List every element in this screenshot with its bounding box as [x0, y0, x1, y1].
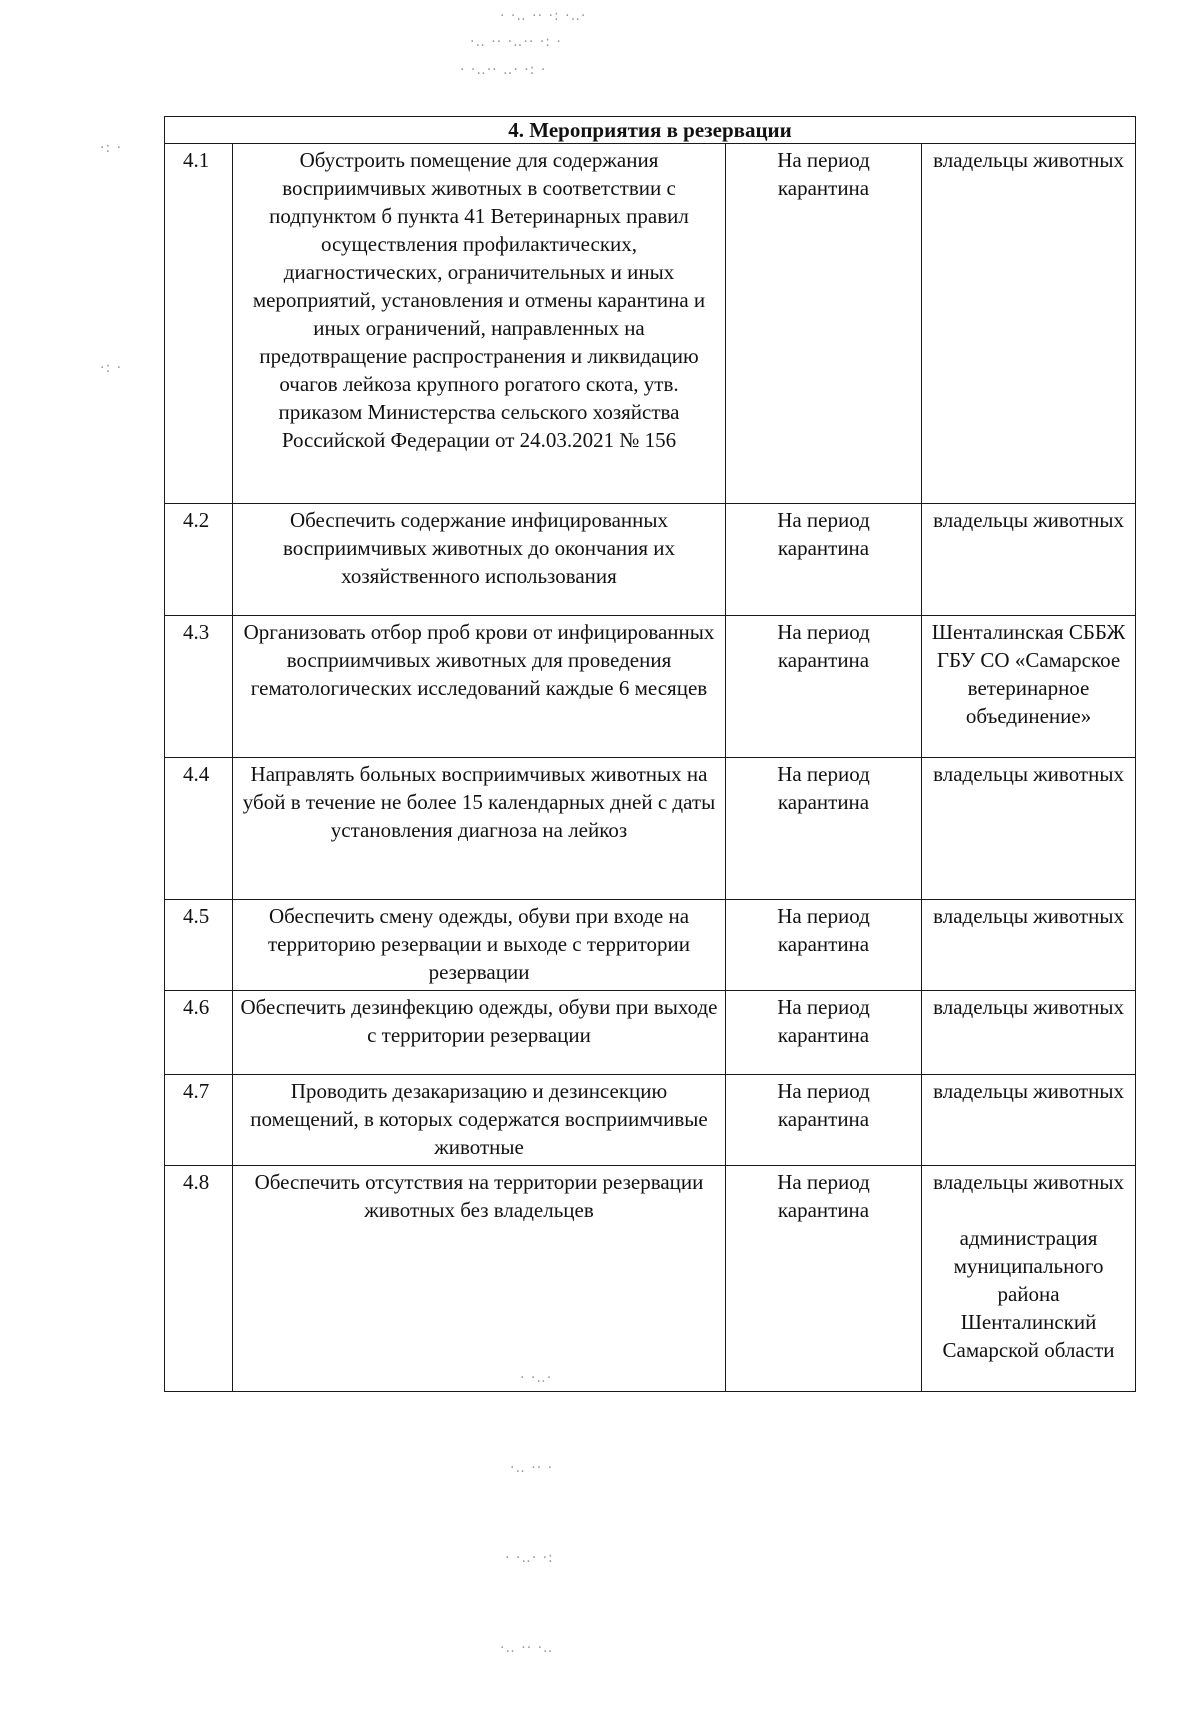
responsible-party — [922, 616, 1136, 758]
measure-description: Направлять больных восприимчивых животных на убой в течение не более 15 календарных дней с даты установления диагноза на лейкоз — [233, 758, 726, 900]
responsible-party — [922, 1075, 1136, 1166]
scan-artifact: ·‥ ·· ·‥·· ·: · — [470, 34, 562, 50]
table-row — [165, 758, 1136, 900]
responsible-party — [922, 991, 1136, 1075]
measure-term: На период карантина — [726, 504, 922, 616]
measure-term: На период карантина — [726, 758, 922, 900]
table-row — [165, 1166, 1136, 1392]
table-row — [165, 616, 1136, 758]
scan-artifact: · ·‥· ·: — [505, 1550, 554, 1566]
scan-artifact: ·: · — [100, 360, 123, 376]
measure-description: Обеспечить содержание инфицированных восприимчивых животных до окончания их хозяйственного использования — [233, 504, 726, 616]
item-number: 4.4 — [165, 758, 233, 900]
measure-term: На период карантина — [726, 991, 922, 1075]
measure-description: Организовать отбор проб крови от инфицированных восприимчивых животных для проведения гематологических исследований каждые 6 месяцев — [233, 616, 726, 758]
table-row — [165, 1075, 1136, 1166]
scan-artifact: · ·‥ ·· ·: ·‥· — [500, 8, 587, 24]
section-header-row — [165, 117, 1136, 144]
responsible-party — [922, 144, 1136, 504]
table-row — [165, 504, 1136, 616]
item-number: 4.5 — [165, 900, 233, 991]
responsible-entry: Шенталинская СББЖ ГБУ СО «Самарское ветеринарное объединение» — [931, 620, 1126, 728]
table-row — [165, 900, 1136, 991]
scan-artifact: ·: · — [100, 140, 123, 156]
item-number: 4.2 — [165, 504, 233, 616]
item-number: 4.6 — [165, 991, 233, 1075]
scan-artifact: ·‥ ·· ·‥ — [500, 1640, 554, 1656]
measure-term: На период карантина — [726, 616, 922, 758]
item-number: 4.7 — [165, 1075, 233, 1166]
measure-term: На период карантина — [726, 1166, 922, 1392]
scan-artifact: · ·‥·· ‥· ·: · — [460, 62, 547, 78]
measure-description: Проводить дезакаризацию и дезинсекцию помещений, в которых содержатся восприимчивые животные — [233, 1075, 726, 1166]
responsible-party — [922, 1166, 1136, 1392]
responsible-party — [922, 900, 1136, 991]
section-title: 4. Мероприятия в резервации — [165, 117, 1136, 144]
measure-description: Обеспечить дезинфекцию одежды, обуви при выходе с территории резервации — [233, 991, 726, 1075]
responsible-entry: владельцы животных — [933, 148, 1124, 172]
scan-artifact: ·‥ ·· · — [510, 1460, 554, 1476]
responsible-entry: владельцы животных — [933, 762, 1124, 786]
responsible-gap — [928, 1196, 1129, 1224]
responsible-party — [922, 504, 1136, 616]
measure-description: Обеспечить смену одежды, обуви при входе на территорию резервации и выходе с территории резервации — [233, 900, 726, 991]
responsible-entry: владельцы животных — [933, 904, 1124, 928]
responsible-entry: владельцы животных — [933, 1079, 1124, 1103]
table-row — [165, 991, 1136, 1075]
responsible-entry: администрация муниципального района Шенталинский Самарской области — [942, 1226, 1115, 1362]
responsible-entry: владельцы животных — [933, 508, 1124, 532]
item-number: 4.8 — [165, 1166, 233, 1392]
measure-term: На период карантина — [726, 1075, 922, 1166]
measure-description: Обустроить помещение для содержания восприимчивых животных в соответствии с подпунктом б пункта 41 Ветеринарных правил осуществления профилактических, диагностических, ограничительных и иных мероприятий, установления и отмены карантина и иных ограничений, направленных на предотвращение распространения и ликвидацию очагов лейкоза крупного рогатого скота, утв. приказом Министерства сельского хозяйства Российской Федерации от 24.03.2021 № 156 — [233, 144, 726, 504]
item-number: 4.3 — [165, 616, 233, 758]
measure-term: На период карантина — [726, 900, 922, 991]
responsible-entry: владельцы животных — [933, 1170, 1124, 1194]
responsible-party — [922, 758, 1136, 900]
item-number: 4.1 — [165, 144, 233, 504]
measures-table — [164, 116, 1136, 1392]
table-row — [165, 144, 1136, 504]
measure-term: На период карантина — [726, 144, 922, 504]
responsible-entry: владельцы животных — [933, 995, 1124, 1019]
measure-description: Обеспечить отсутствия на территории резервации животных без владельцев — [233, 1166, 726, 1392]
scan-artifact: · ·‥· — [520, 1370, 553, 1386]
